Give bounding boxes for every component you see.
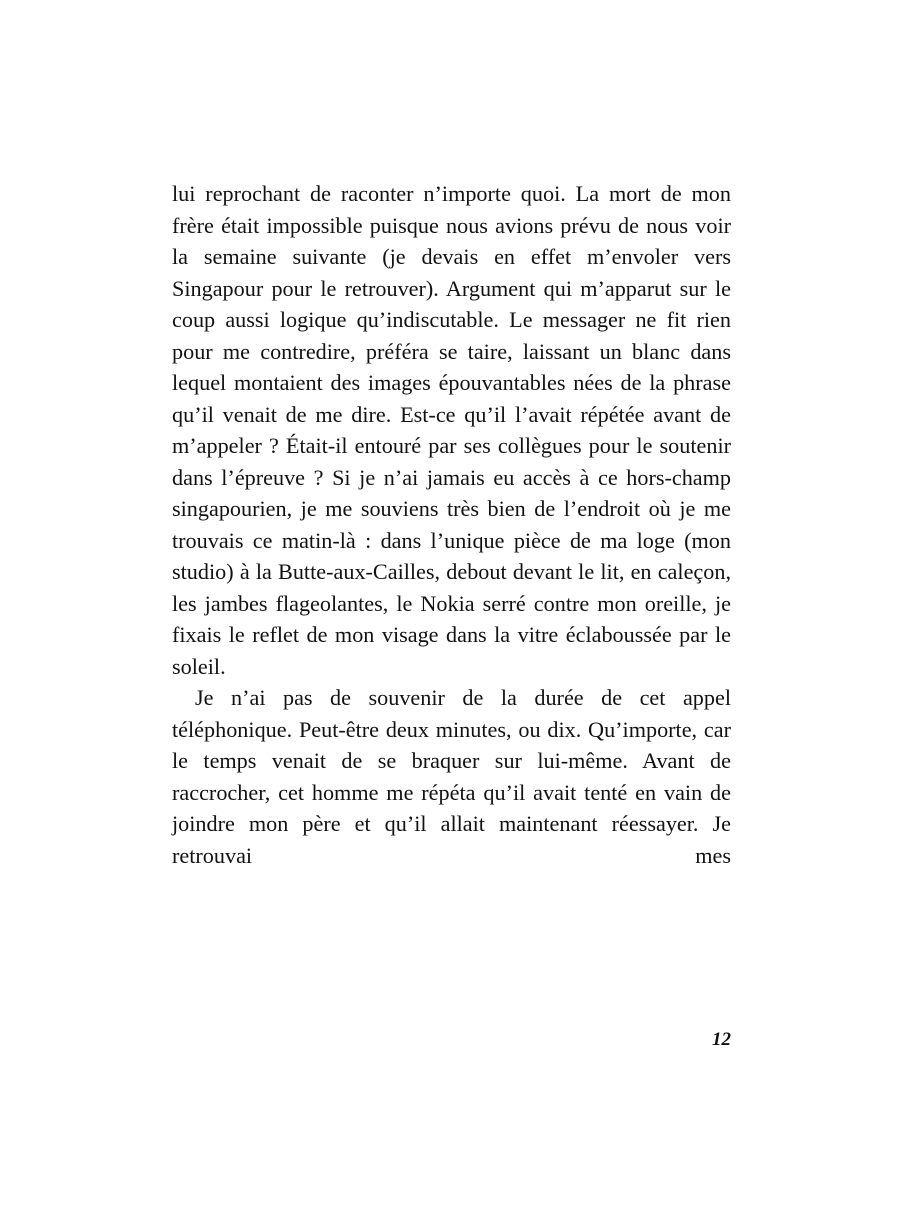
paragraph-new: Je n’ai pas de souvenir de la durée de cet appel téléphonique. Peut-être deux minutes, ou dix. Qu’importe, car le temps venait de se braquer sur lui-même. Avant de raccrocher, cet homme me répéta qu’il avait tenté en vain de joindre mon père et qu’il allait maintenant réessayer. Je retrouvai mes	[172, 685, 731, 868]
paragraph-continued: lui reprochant de raconter n’importe quoi. La mort de mon frère était impossible puisque nous avions prévu de nous voir la semaine suivante (je devais en effet m’envoler vers Singapour pour le retrouver). Argument qui m’apparut sur le coup aussi logique qu’indiscutable. Le messager ne fit rien pour me contredire, préféra se taire, laissant un blanc dans lequel montaient des images épouvantables nées de la phrase qu’il venait de me dire. Est-ce qu’il l’avait répétée avant de m’appeler ? Était-il entouré par ses collègues pour le soutenir dans l’épreuve ? Si je n’ai jamais eu accès à ce hors-champ singapourien, je me souviens très bien de l’endroit où je me trouvais ce matin-là : dans l’unique pièce de ma loge (mon studio) à la Butte-aux-Cailles, debout devant le lit, en caleçon, les jambes flageolantes, le Nokia serré contre mon oreille, je fixais le reflet de mon visage dans la vitre éclaboussée par le soleil.	[172, 181, 731, 679]
body-text-block	[172, 178, 731, 903]
page-number: 12	[712, 1029, 731, 1050]
